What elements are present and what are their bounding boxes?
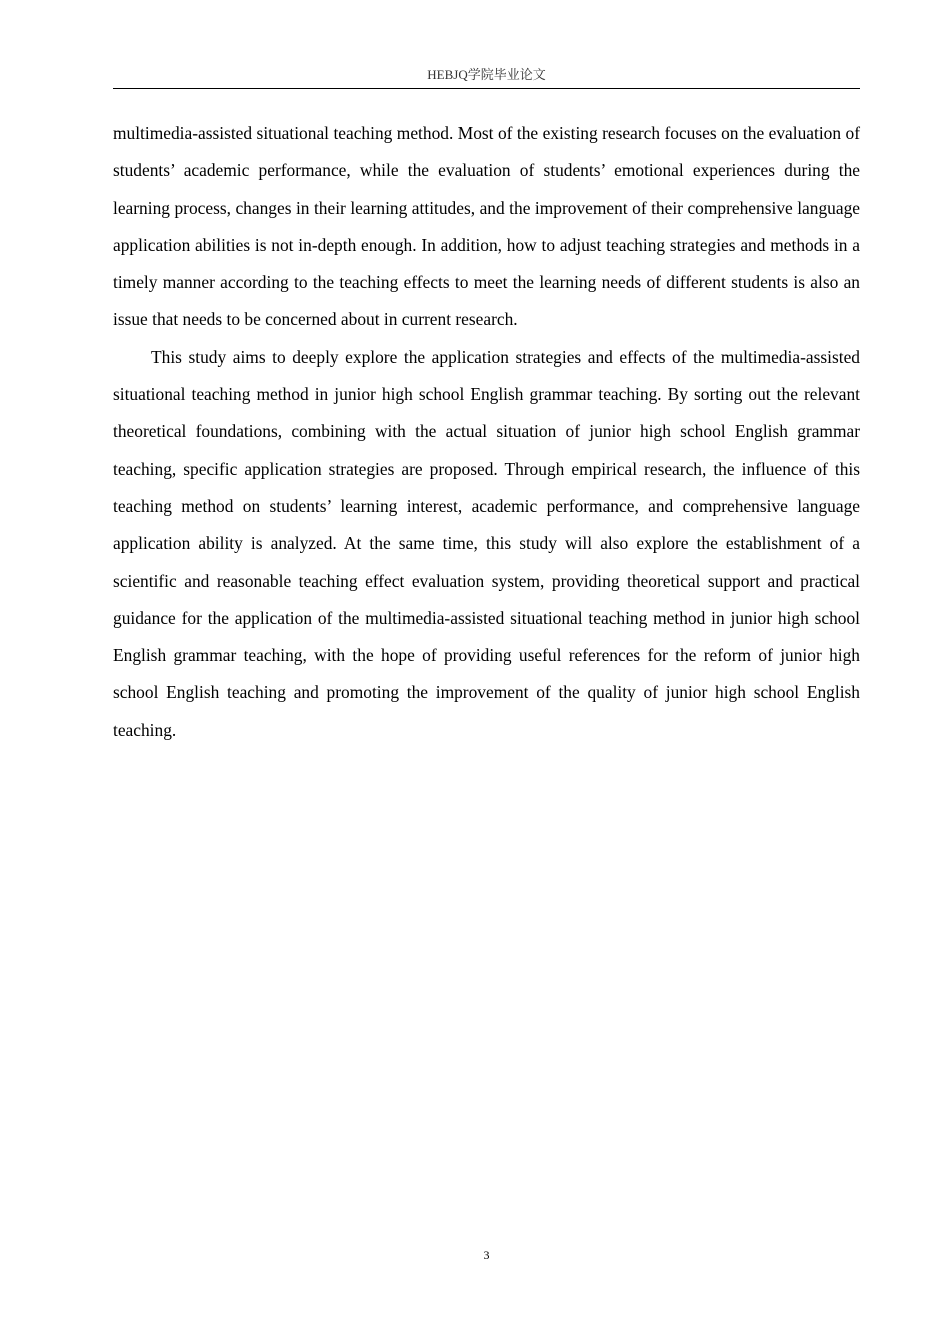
body-text [113, 115, 860, 749]
header-divider [113, 88, 860, 89]
page-number: 3 [483, 1248, 490, 1262]
paragraph-continuation: multimedia-assisted situational teaching method. Most of the existing research focuses on the evaluation of students’ academic performance, while the evaluation of students’ emotional experiences during the learning process, changes in their learning attitudes, and the improvement of their comprehensive language application abilities is not in-depth enough. In addition, how to adjust teaching strategies and methods in a timely manner according to the teaching effects to meet the learning needs of different students is also an issue that needs to be concerned about in current research. [113, 123, 860, 330]
paragraph-study-aims: This study aims to deeply explore the application strategies and effects of the multimedia-assisted situational teaching method in junior high school English grammar teaching. By sorting out the relevant theoretical foundations, combining with the actual situation of junior high school English grammar teaching, specific application strategies are proposed. Through empirical research, the influence of this teaching method on students’ learning interest, academic performance, and comprehensive language application ability is analyzed. At the same time, this study will also explore the establishment of a scientific and reasonable teaching effect evaluation system, providing theoretical support and practical guidance for the application of the multimedia-assisted situational teaching method in junior high school English grammar teaching, with the hope of providing useful references for the reform of junior high school English teaching and promoting the improvement of the quality of junior high school English teaching. [113, 346, 860, 740]
running-header: HEBJQ学院毕业论文 [427, 67, 546, 82]
